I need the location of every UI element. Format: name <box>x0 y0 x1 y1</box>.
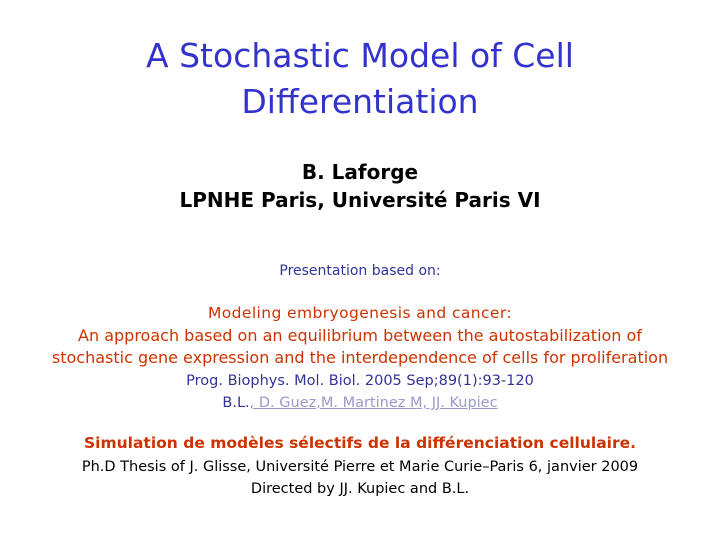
slide-title-line-2: Differentiation <box>241 82 479 121</box>
reference-subtitle-line-1: An approach based on an equilibrium between the autostabilization of <box>78 326 642 345</box>
author-name: B. Laforge <box>301 160 419 184</box>
reference-title: Modeling embryogenesis and cancer: <box>208 304 512 322</box>
slide-title-line-1: A Stochastic Model of Cell <box>146 36 574 75</box>
reference-authors-prefix: B.L. <box>222 395 250 411</box>
reference-authors-link[interactable]: , D. Guez,M. Martinez M, JJ. Kupiec <box>249 395 498 411</box>
presentation-based-on-label: Presentation based on: <box>279 263 441 279</box>
thesis-line: Ph.D Thesis of J. Glisse, Université Pierre et Marie Curie–Paris 6, janvier 2009 <box>81 459 639 475</box>
reference-authors <box>0 392 720 414</box>
reference-journal: Prog. Biophys. Mol. Biol. 2005 Sep;89(1):93-120 <box>186 373 534 389</box>
thesis-directed-by: Directed by JJ. Kupiec and B.L. <box>250 481 470 497</box>
author-affiliation: LPNHE Paris, Université Paris VI <box>179 188 541 212</box>
thesis-title: Simulation de modèles sélectifs de la différenciation cellulaire. <box>83 434 637 452</box>
reference-subtitle-line-2: stochastic gene expression and the interdependence of cells for proliferation <box>51 348 669 367</box>
